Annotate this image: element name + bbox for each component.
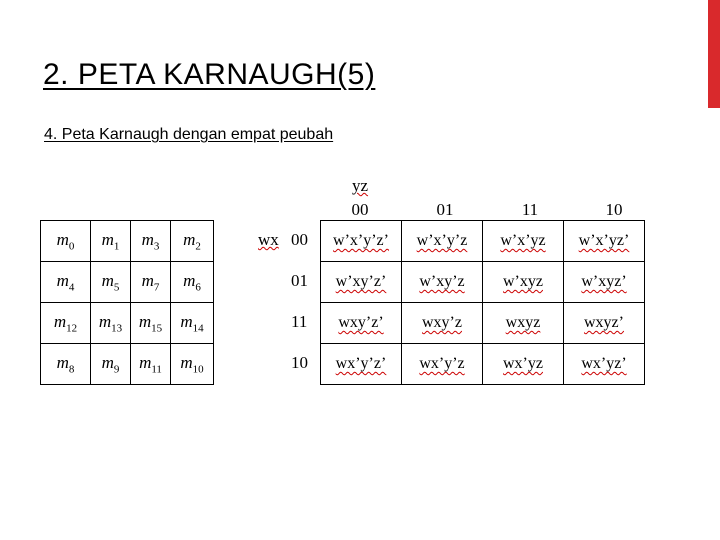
minterm-var: m: [56, 270, 69, 290]
kmap-term: w’xy’z: [419, 273, 465, 290]
minterm-var: m: [53, 311, 67, 331]
kmap-term: w’x’y’z: [416, 232, 468, 249]
kmap-cell: [402, 303, 483, 344]
minterm-var: m: [98, 311, 112, 331]
minterm-cell: [131, 344, 171, 385]
kmap-cell: [483, 221, 564, 262]
minterm-cell: [41, 221, 91, 262]
minterm-index: 13: [111, 322, 123, 335]
kmap-cell: [402, 221, 483, 262]
slide-title: 2. PETA KARNAUGH(5): [43, 58, 376, 91]
minterm-index: 10: [192, 363, 204, 376]
column-header: 10: [605, 200, 623, 219]
kmap-row: [321, 262, 645, 303]
kmap-term: w’x’y’z’: [333, 232, 389, 249]
minterm-cell: [91, 221, 131, 262]
kmap-term: w’xyz’: [581, 273, 627, 290]
kmap-row: [321, 303, 645, 344]
kmap-term: w’x’yz’: [578, 232, 630, 249]
column-header: 00: [351, 200, 369, 219]
minterm-cell: [91, 303, 131, 344]
minterm-index: 2: [195, 240, 201, 253]
minterm-var: m: [101, 352, 114, 372]
karnaugh-map-table: [320, 220, 645, 385]
row-header: 01: [291, 271, 308, 290]
minterm-index: 4: [68, 281, 75, 294]
kmap-cell: [564, 221, 645, 262]
kmap-cell: [483, 344, 564, 385]
kmap-cell: [321, 262, 402, 303]
minterm-cell: [131, 303, 171, 344]
minterm-cell: [171, 344, 214, 385]
minterm-cell: [131, 262, 171, 303]
minterm-index: 11: [151, 363, 162, 376]
minterm-cell: [171, 221, 214, 262]
minterm-index: 12: [66, 322, 78, 335]
column-variable-label: yz: [352, 176, 369, 195]
minterm-row: [41, 221, 214, 262]
minterm-row: [41, 344, 214, 385]
kmap-cell: [564, 262, 645, 303]
kmap-term: w’x’yz: [500, 232, 546, 249]
kmap-cell: [564, 344, 645, 385]
kmap-cell: [321, 344, 402, 385]
kmap-term: w’xyz: [503, 273, 543, 290]
kmap-term: wx’yz: [503, 355, 543, 372]
minterm-table: [40, 220, 214, 385]
minterm-var: m: [180, 311, 193, 331]
minterm-var: m: [139, 352, 152, 372]
minterm-index: 14: [192, 322, 204, 335]
slide-subtitle: 4. Peta Karnaugh dengan empat peubah: [44, 126, 334, 143]
minterm-index: 6: [195, 281, 201, 294]
accent-bar: [708, 0, 720, 108]
kmap-cell: [483, 303, 564, 344]
minterm-index: 5: [113, 281, 120, 294]
kmap-cell: [483, 262, 564, 303]
kmap-term: wxyz: [505, 314, 541, 331]
minterm-index: 9: [113, 363, 120, 376]
kmap-term: wxyz’: [584, 314, 624, 331]
kmap-cell: [402, 344, 483, 385]
column-header: 11: [521, 200, 539, 219]
minterm-var: m: [56, 229, 69, 249]
row-header: 11: [291, 312, 308, 331]
minterm-cell: [91, 344, 131, 385]
kmap-term: wxy’z’: [338, 314, 384, 331]
minterm-index: 0: [68, 240, 75, 253]
minterm-var: m: [141, 270, 154, 290]
minterm-index: 3: [153, 240, 160, 253]
minterm-cell: [91, 262, 131, 303]
minterm-var: m: [101, 229, 114, 249]
minterm-row: [41, 262, 214, 303]
minterm-cell: [131, 221, 171, 262]
kmap-term: wx’y’z’: [335, 355, 387, 372]
kmap-row: [321, 344, 645, 385]
minterm-var: m: [180, 352, 193, 372]
kmap-cell: [321, 221, 402, 262]
kmap-cell: [564, 303, 645, 344]
minterm-var: m: [183, 270, 196, 290]
kmap-term: wx’yz’: [581, 355, 627, 372]
kmap-cell: [321, 303, 402, 344]
minterm-index: 1: [113, 240, 120, 253]
minterm-index: 8: [68, 363, 75, 376]
row-header: 00: [291, 230, 308, 249]
minterm-cell: [171, 303, 214, 344]
minterm-var: m: [141, 229, 154, 249]
row-variable-label: wx: [258, 230, 279, 249]
minterm-cell: [41, 303, 91, 344]
minterm-var: m: [56, 352, 69, 372]
row-header: 10: [291, 353, 308, 372]
column-header: 01: [436, 200, 454, 219]
kmap-cell: [402, 262, 483, 303]
minterm-row: [41, 303, 214, 344]
minterm-var: m: [138, 311, 152, 331]
minterm-cell: [41, 344, 91, 385]
minterm-index: 7: [153, 281, 160, 294]
kmap-term: wx’y’z: [419, 355, 465, 372]
minterm-cell: [41, 262, 91, 303]
minterm-cell: [171, 262, 214, 303]
kmap-term: wxy’z: [422, 314, 462, 331]
minterm-var: m: [101, 270, 114, 290]
minterm-index: 15: [151, 322, 163, 335]
kmap-row: [321, 221, 645, 262]
kmap-term: w’xy’z’: [335, 273, 387, 290]
minterm-var: m: [183, 229, 196, 249]
